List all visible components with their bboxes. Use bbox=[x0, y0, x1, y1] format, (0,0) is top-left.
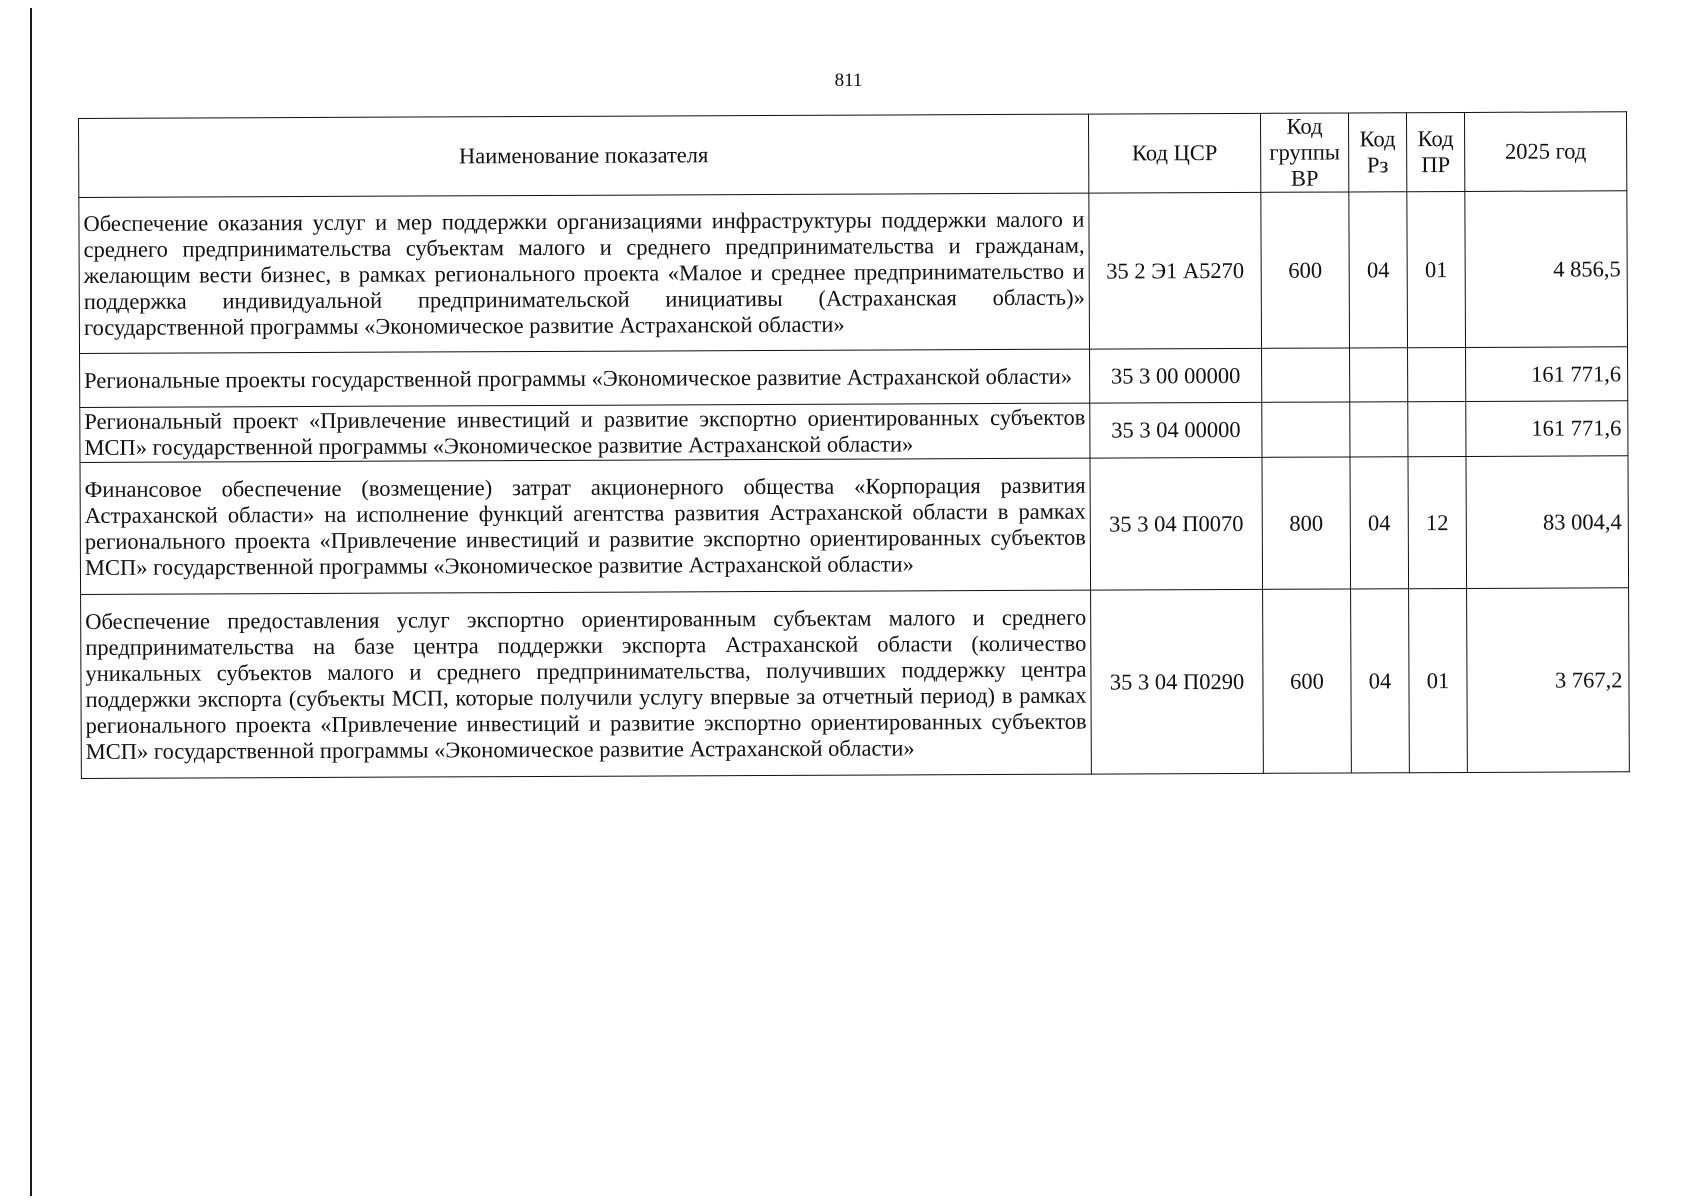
row-rz bbox=[1350, 348, 1408, 402]
row-pr: 12 bbox=[1408, 456, 1467, 588]
page-number: 811 bbox=[834, 70, 863, 91]
row-csr: 35 3 04 П0290 bbox=[1091, 589, 1264, 774]
table-row bbox=[80, 456, 1629, 595]
row-name: Обеспечение оказания услуг и мер поддержки организациями инфраструктуры поддержки малого и среднего предпринимательства субъектам малого и среднего предпринимательства и гражданам, желающим вести бизнес, в рамках регионального проекта «Малое и среднее предпринимательство и поддержка индивидуальной предпринимательской инициативы (Астраханская область)» государственной программы «Экономическое развитие Астраханской области» bbox=[79, 193, 1090, 353]
header-name: Наименование показателя bbox=[79, 114, 1089, 197]
row-vr bbox=[1262, 348, 1350, 402]
row-rz: 04 bbox=[1350, 457, 1409, 589]
header-vr: Код группы ВР bbox=[1260, 113, 1348, 192]
row-rz: 04 bbox=[1349, 192, 1408, 348]
table-row bbox=[80, 347, 1628, 408]
row-pr: 01 bbox=[1409, 588, 1468, 772]
table-body bbox=[79, 191, 1630, 779]
row-sum: 161 771,6 bbox=[1466, 347, 1628, 402]
row-vr: 600 bbox=[1263, 589, 1352, 773]
row-name: Обеспечение предоставления услуг экспортно ориентированным субъектам малого и среднего предпринимательства на базе центра поддержки экспорта Астраханской области (количество уникальных субъектов малого и среднего предпринимательства, получивших поддержку центра поддержки экспорта (субъекты МСП, которые получили услугу впервые за отчетный период) в рамках регионального проекта «Привлечение инвестиций и развитие экспортно ориентированных субъектов МСП» государственной программы «Экономическое развитие Астраханской области» bbox=[81, 590, 1092, 778]
row-pr bbox=[1408, 347, 1466, 401]
row-name: Региональный проект «Привлечение инвестиций и развитие экспортно ориентированных субъектов МСП» государственной программы «Экономическое развитие Астраханской области» bbox=[80, 403, 1090, 462]
header-year: 2025 год bbox=[1464, 112, 1626, 192]
row-pr bbox=[1408, 401, 1466, 456]
budget-table-container bbox=[78, 111, 1629, 779]
row-sum: 161 771,6 bbox=[1466, 401, 1628, 457]
row-vr: 600 bbox=[1261, 192, 1350, 348]
row-csr: 35 2 Э1 А5270 bbox=[1089, 192, 1262, 349]
row-csr: 35 3 04 00000 bbox=[1090, 402, 1262, 458]
row-rz: 04 bbox=[1351, 589, 1410, 773]
header-row bbox=[79, 112, 1627, 198]
table-row bbox=[79, 191, 1628, 354]
table-row bbox=[80, 401, 1628, 463]
row-vr: 800 bbox=[1262, 457, 1351, 589]
header-csr: Код ЦСР bbox=[1088, 113, 1260, 193]
scan-edge-line bbox=[30, 8, 32, 1196]
row-sum: 4 856,5 bbox=[1465, 191, 1628, 348]
row-pr: 01 bbox=[1407, 191, 1466, 347]
row-sum: 3 767,2 bbox=[1467, 588, 1630, 773]
row-name: Региональные проекты государственной программы «Экономическое развитие Астраханской области» bbox=[80, 349, 1090, 407]
row-csr: 35 3 04 П0070 bbox=[1090, 457, 1263, 590]
header-pr: Код ПР bbox=[1406, 112, 1464, 191]
table-header bbox=[79, 112, 1627, 198]
row-csr: 35 3 00 00000 bbox=[1090, 348, 1262, 403]
row-vr bbox=[1262, 402, 1350, 457]
table-row bbox=[81, 588, 1630, 779]
row-rz bbox=[1350, 402, 1408, 457]
row-name: Финансовое обеспечение (возмещение) затрат акционерного общества «Корпорация развития Астраханской области» на исполнение функций агентства развития Астраханской области в рамках регионального проекта «Привлечение инвестиций и развитие экспортно ориентированных субъектов МСП» государственной программы «Экономическое развитие Астраханской области» bbox=[80, 458, 1091, 594]
header-rz: Код Рз bbox=[1348, 113, 1406, 192]
budget-table bbox=[78, 111, 1630, 779]
row-sum: 83 004,4 bbox=[1466, 456, 1629, 589]
